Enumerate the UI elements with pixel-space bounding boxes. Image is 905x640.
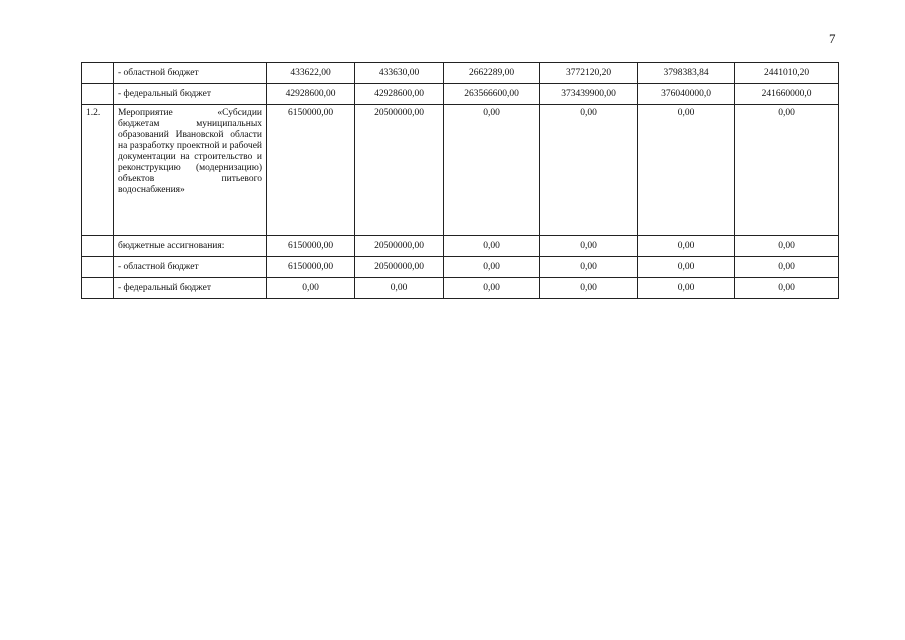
row-index [82, 63, 114, 84]
table-cell: 3798383,84 [638, 63, 735, 84]
table-cell: 3772120,20 [540, 63, 638, 84]
table-cell: 241660000,0 [735, 84, 839, 105]
table-cell: 6150000,00 [267, 257, 355, 278]
budget-table [81, 62, 839, 299]
table-cell: 263566600,00 [444, 84, 540, 105]
table-row [82, 257, 839, 278]
table-cell: 0,00 [444, 105, 540, 236]
row-label: - федеральный бюджет [114, 278, 267, 299]
table-cell: 20500000,00 [355, 105, 444, 236]
table-cell: 20500000,00 [355, 257, 444, 278]
row-index [82, 257, 114, 278]
table-cell: 0,00 [735, 257, 839, 278]
table-cell: 0,00 [267, 278, 355, 299]
table-cell: 42928600,00 [267, 84, 355, 105]
table-cell: 0,00 [638, 236, 735, 257]
row-label: - областной бюджет [114, 63, 267, 84]
table-cell: 0,00 [638, 257, 735, 278]
table-cell: 433630,00 [355, 63, 444, 84]
row-index: 1.2. [82, 105, 114, 236]
table-cell: 0,00 [444, 257, 540, 278]
table-cell: 0,00 [638, 278, 735, 299]
table-cell: 0,00 [735, 105, 839, 236]
table-cell: 6150000,00 [267, 236, 355, 257]
table-cell: 2662289,00 [444, 63, 540, 84]
table-row [82, 278, 839, 299]
page-number: 7 [829, 31, 836, 46]
row-label: - областной бюджет [114, 257, 267, 278]
row-index [82, 236, 114, 257]
table-row [82, 105, 839, 236]
table-cell: 0,00 [540, 236, 638, 257]
table-cell: 0,00 [444, 236, 540, 257]
table-row [82, 236, 839, 257]
table-cell: 0,00 [735, 236, 839, 257]
table-row [82, 63, 839, 84]
table-cell: 0,00 [355, 278, 444, 299]
table-cell: 376040000,0 [638, 84, 735, 105]
table-cell: 20500000,00 [355, 236, 444, 257]
row-label: бюджетные ассигнования: [114, 236, 267, 257]
table-cell: 0,00 [540, 105, 638, 236]
table-cell: 0,00 [444, 278, 540, 299]
table-cell: 6150000,00 [267, 105, 355, 236]
table-cell: 433622,00 [267, 63, 355, 84]
table-row [82, 84, 839, 105]
table-cell: 373439900,00 [540, 84, 638, 105]
row-index [82, 278, 114, 299]
row-label: Мероприятие «Субсидии бюджетам муниципальных образований Ивановской области на разработку проектной и рабочей документации на строительство и реконструкцию (модернизацию) объектов питьевого водоснабжения» [114, 105, 267, 236]
row-index [82, 84, 114, 105]
row-label: - федеральный бюджет [114, 84, 267, 105]
table-cell: 42928600,00 [355, 84, 444, 105]
table-cell: 0,00 [638, 105, 735, 236]
table-cell: 0,00 [540, 278, 638, 299]
table-cell: 2441010,20 [735, 63, 839, 84]
table-cell: 0,00 [540, 257, 638, 278]
table-cell: 0,00 [735, 278, 839, 299]
